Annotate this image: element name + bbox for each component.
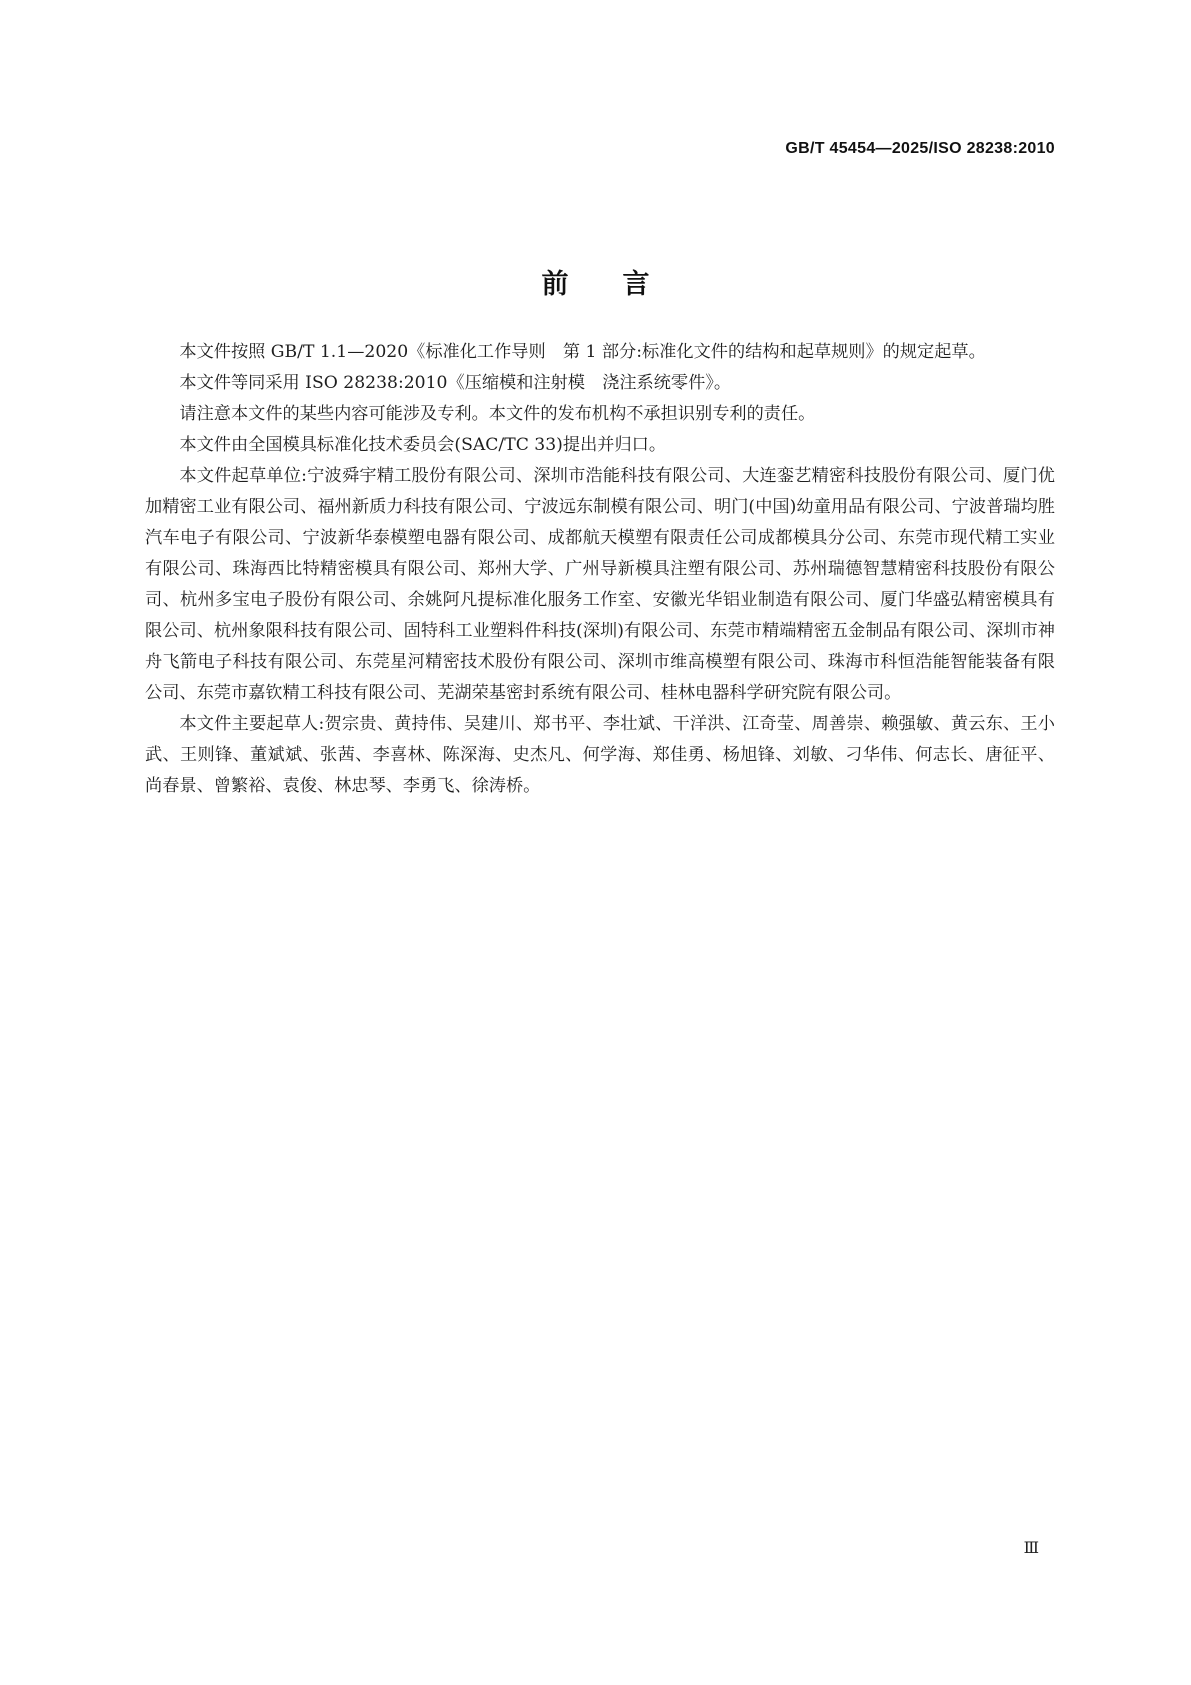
paragraph-patent-notice: 请注意本文件的某些内容可能涉及专利。本文件的发布机构不承担识别专利的责任。 — [179, 404, 816, 424]
paragraph-proposer: 本文件由全国模具标准化技术委员会(SAC/TC 33)提出并归口。 — [179, 435, 667, 455]
paragraph-drafting-rules: 本文件按照 GB/T 1.1—2020《标准化工作导则 第 1 部分:标准化文件的结构和起草规则》的规定起草。 — [179, 342, 986, 362]
paragraph-drafting-organizations: 本文件起草单位:宁波舜宇精工股份有限公司、深圳市浩能科技有限公司、大连銮艺精密科技股份有限公司、厦门优加精密工业有限公司、福州新质力科技有限公司、宁波远东制模有限公司、明门(中国)幼童用品有限公司、宁波普瑞均胜汽车电子有限公司、宁波新华泰模塑电器有限公司、成都航天模塑有限责任公司成都模具分公司、东莞市现代精工实业有限公司、珠海西比特精密模具有限公司、郑州大学、广州导新模具注塑有限公司、苏州瑞德智慧精密科技股份有限公司、杭州多宝电子股份有限公司、余姚阿凡提标准化服务工作室、安徽光华铝业制造有限公司、厦门华盛弘精密模具有限公司、杭州象限科技有限公司、固特科工业塑料件科技(深圳)有限公司、东莞市精端精密五金制品有限公司、深圳市神舟飞箭电子科技有限公司、东莞星河精密技术股份有限公司、深圳市维高模塑有限公司、珠海市科恒浩能智能装备有限公司、东莞市嘉钦精工科技有限公司、芜湖荣基密封系统有限公司、桂林电器科学研究院有限公司。 — [145, 466, 1055, 703]
foreword-body — [145, 337, 1055, 802]
standard-code: GB/T 45454—2025/ISO 28238:2010 — [785, 140, 1055, 157]
paragraph-main-drafters: 本文件主要起草人:贺宗贵、黄持伟、吴建川、郑书平、李壮斌、干洋洪、江奇莹、周善崇、赖强敏、黄云东、王小武、王则锋、董斌斌、张茜、李喜林、陈深海、史杰凡、何学海、郑佳勇、杨旭锋、刘敏、刁华伟、何志长、唐征平、尚春景、曾繁裕、袁俊、林忠琴、李勇飞、徐涛桥。 — [145, 714, 1055, 796]
page-number: Ⅲ — [1023, 1540, 1039, 1557]
paragraph-identical-adoption: 本文件等同采用 ISO 28238:2010《压缩模和注射模 浇注系统零件》。 — [179, 373, 732, 393]
page-title: 前言 — [541, 269, 704, 301]
